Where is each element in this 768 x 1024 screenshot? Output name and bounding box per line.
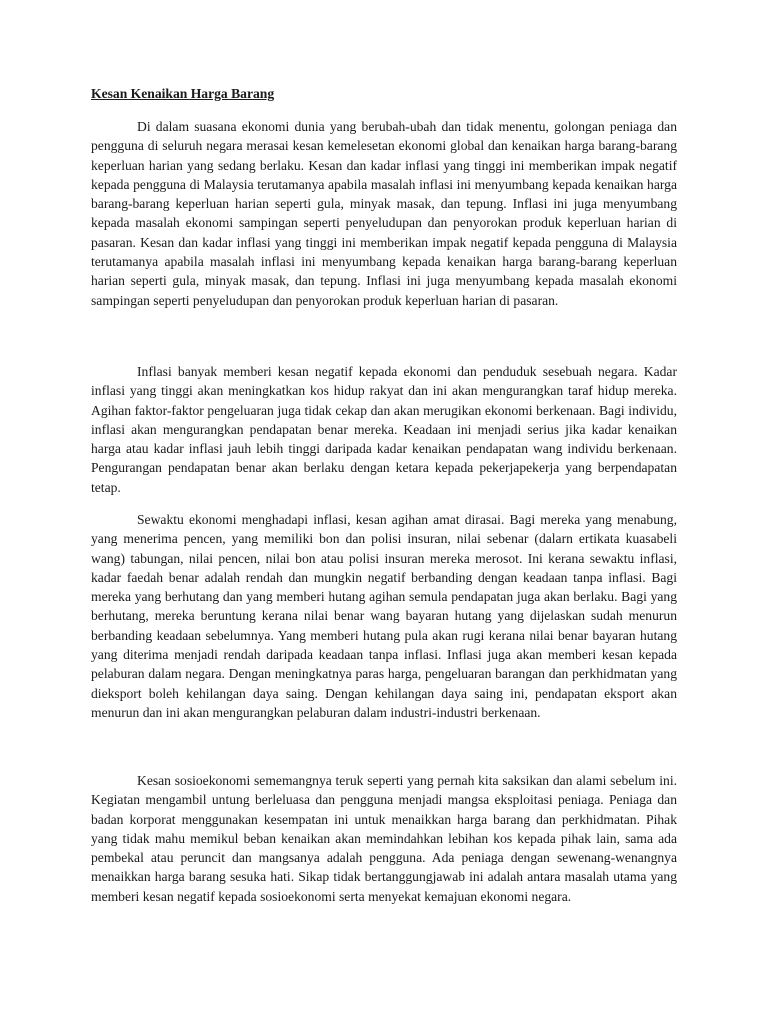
paragraph-2: Inflasi banyak memberi kesan negatif kepada ekonomi dan penduduk sesebuah negara. Kadar inflasi yang tinggi akan meningkatkan kos hidup rakyat dan ini akan mengurangkan taraf hidup mereka. Agihan faktor-faktor pengeluaran juga tidak cekap dan akan merugikan ekonomi berkenaan. Bagi individu, inflasi akan mengurangkan pendapatan benar mereka. Keadaan ini menjadi serius jika kadar kenaikan harga atau kadar inflasi jauh lebih tinggi daripada kadar kenaikan pendapatan wang individu berkenaan. Pengurangan pendapatan benar akan berlaku dengan ketara kepada pekerjapekerja yang berpendapatan tetap.	[91, 364, 677, 495]
paragraph-4: Kesan sosioekonomi sememangnya teruk seperti yang pernah kita saksikan dan alami sebelum ini. Kegiatan mengambil untung berleluasa dan pengguna menjadi mangsa eksploitasi peniaga. Peniaga dan badan korporat menggunakan kesempatan ini untuk menaikkan harga barang dan perkhidmatan. Pihak yang tidak mahu memikul beban kenaikan akan memindahkan lebihan kos kepada pihak lain, sama ada pembekal atau peruncit dan mangsanya adalah pengguna. Ada peniaga dengan sewenang-wenangnya menaikkan harga barang sesuka hati. Sikap tidak bertanggungjawab ini adalah antara masalah utama yang memberi kesan negatif kepada sosioekonomi serta menyekat kemajuan ekonomi negara.	[91, 773, 677, 904]
document-title: Kesan Kenaikan Harga Barang	[91, 86, 275, 101]
paragraph-3: Sewaktu ekonomi menghadapi inflasi, kesan agihan amat dirasai. Bagi mereka yang menabung, yang menerima pencen, yang memiliki bon dan polisi insuran, nilai sebenar (dalarn ertikata kuasabeli wang) tabungan, nilai pencen, nilai bon atau polisi insuran mereka merosot. Ini kerana sewaktu inflasi, kadar faedah benar adalah rendah dan mungkin negatif berbanding dengan keadaan tanpa inflasi. Bagi mereka yang berhutang dan yang memberi hutang agihan semula pendapatan juga akan berlaku. Bagi yang berhutang, mereka beruntung kerana nilai benar wang bayaran hutang yang dijelaskan sudah menurun berbanding keadaan sebelumnya. Yang memberi hutang pula akan rugi kerana nilai benar bayaran hutang yang diterima menjadi rendah daripada keadaan tanpa inflasi. Inflasi juga akan memberi kesan kepada pelaburan dalam negara. Dengan meningkatnya paras harga, pengeluaran barangan dan perkhidmatan yang dieksport boleh kehilangan daya saing. Dengan kehilangan daya saing ini, pendapatan eksport akan menurun dan ini akan mengurangkan pelaburan dalam industri-industri berkenaan.	[91, 512, 677, 720]
paragraph-1: Di dalam suasana ekonomi dunia yang berubah-ubah dan tidak menentu, golongan peniaga dan pengguna di seluruh negara merasai kesan kemelesetan ekonomi global dan kenaikan harga barang-barang keperluan harian yang sedang berlaku. Kesan dan kadar inflasi yang tinggi ini memberikan impak negatif kepada pengguna di Malaysia terutamanya apabila masalah inflasi ini menyumbang kepada kenaikan harga barang-barang keperluan harian seperti gula, minyak masak, dan tepung. Inflasi ini juga menyumbang kepada masalah ekonomi sampingan seperti penyeludupan dan penyorokan produk keperluan harian di pasaran. Kesan dan kadar inflasi yang tinggi ini memberikan impak negatif kepada pengguna di Malaysia terutamanya apabila masalah inflasi ini menyumbang kepada kenaikan harga barang-barang keperluan harian seperti gula, minyak masak, dan tepung. Inflasi ini juga menyumbang kepada masalah ekonomi sampingan seperti penyeludupan dan penyorokan produk keperluan harian di pasaran.	[91, 119, 677, 308]
